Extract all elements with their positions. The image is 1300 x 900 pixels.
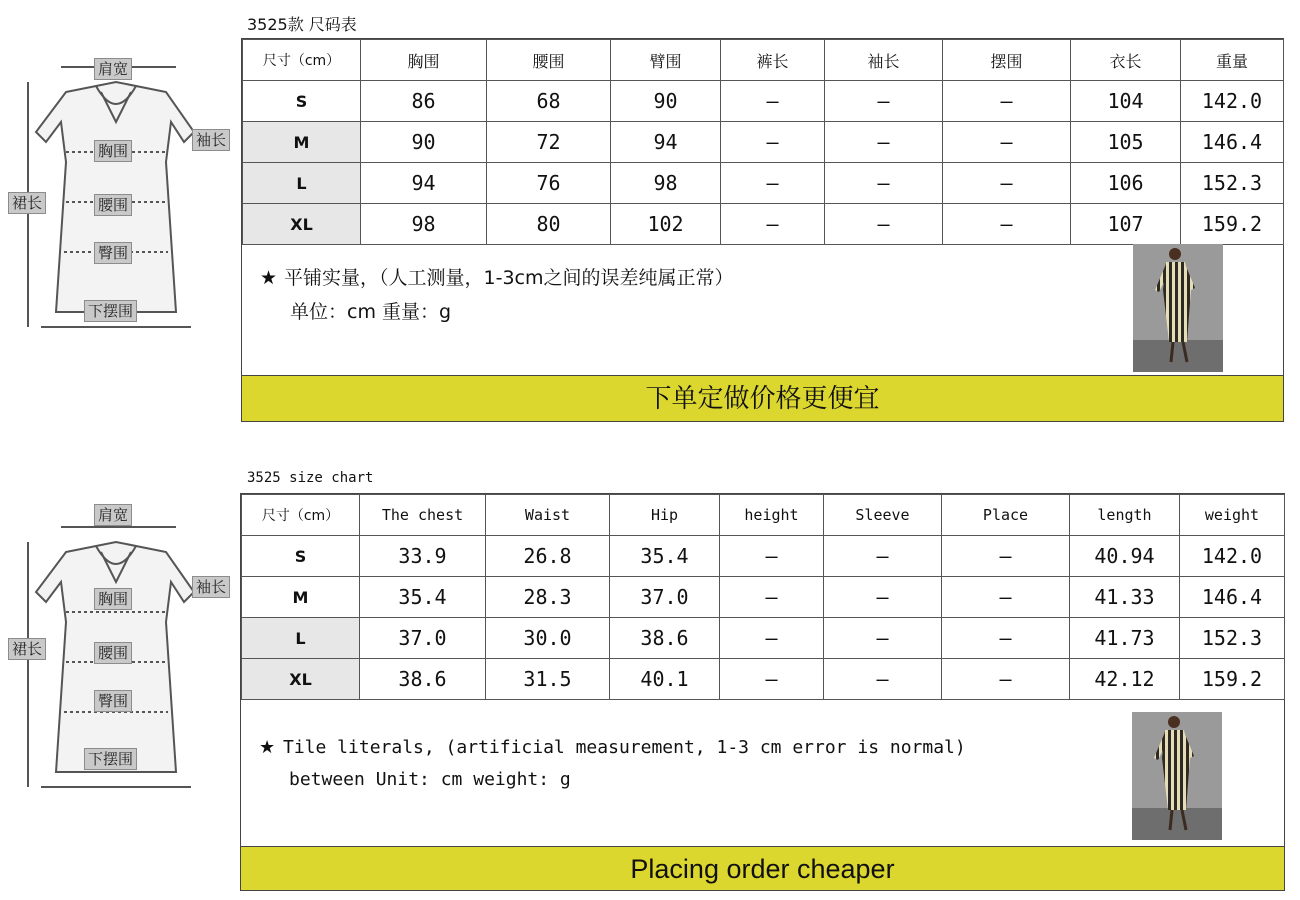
table-cell: 42.12: [1070, 659, 1180, 700]
table-cell: —: [943, 163, 1071, 204]
size-cell: XL: [243, 204, 361, 245]
table-cell: —: [942, 577, 1070, 618]
table-cell: —: [825, 81, 943, 122]
table-cell: 72: [487, 122, 611, 163]
table-row: [242, 577, 1285, 618]
label-hem: 下摆围: [84, 748, 137, 770]
striped-dress-model-image: [1133, 244, 1223, 372]
header-height: height: [720, 495, 824, 536]
label-hem: 下摆围: [84, 300, 137, 322]
table-cell: 41.33: [1070, 577, 1180, 618]
table-cell: 142.0: [1181, 81, 1284, 122]
table-cell: 146.4: [1180, 577, 1285, 618]
table-cell: —: [720, 659, 824, 700]
table-cell: 38.6: [360, 659, 486, 700]
size-cell: L: [242, 618, 360, 659]
header-sleeve: Sleeve: [824, 495, 942, 536]
product-photo: [1133, 244, 1223, 372]
table-cell: —: [721, 204, 825, 245]
table-cell: 152.3: [1180, 618, 1285, 659]
label-shoulder: 肩宽: [94, 58, 132, 80]
size-table: [242, 39, 1284, 245]
label-chest: 胸围: [94, 140, 132, 162]
table-cell: —: [720, 577, 824, 618]
table-cell: —: [824, 577, 942, 618]
table-row: [242, 659, 1285, 700]
label-sleeve: 袖长: [192, 129, 230, 151]
header-place: Place: [942, 495, 1070, 536]
promo-banner: 下单定做价格更便宜: [242, 375, 1283, 421]
label-chest: 胸围: [94, 588, 132, 610]
header-length: 衣长: [1071, 40, 1181, 81]
table-cell: 86: [361, 81, 487, 122]
table-cell: 33.9: [360, 536, 486, 577]
table-cell: 38.6: [610, 618, 720, 659]
table-cell: 107: [1071, 204, 1181, 245]
table-cell: —: [720, 536, 824, 577]
table-row: [243, 81, 1284, 122]
label-waist: 腰围: [94, 642, 132, 664]
header-weight: 重量: [1181, 40, 1284, 81]
table-cell: 104: [1071, 81, 1181, 122]
table-row: [243, 204, 1284, 245]
label-shoulder: 肩宽: [94, 504, 132, 526]
size-cell: S: [243, 81, 361, 122]
size-cell: M: [243, 122, 361, 163]
size-cell: XL: [242, 659, 360, 700]
striped-dress-model-image: [1132, 712, 1222, 840]
header-size: 尺寸（cm）: [243, 40, 361, 81]
table-cell: 105: [1071, 122, 1181, 163]
product-photo: [1132, 712, 1222, 840]
label-sleeve: 袖长: [192, 576, 230, 598]
table-cell: 26.8: [486, 536, 610, 577]
table-cell: 90: [611, 81, 721, 122]
star-icon: ★: [259, 737, 276, 758]
table-cell: —: [721, 163, 825, 204]
header-arm: 臂围: [611, 40, 721, 81]
table-cell: —: [943, 81, 1071, 122]
promo-banner: Placing order cheaper: [241, 846, 1284, 890]
table-cell: 90: [361, 122, 487, 163]
label-skirt-length: 裙长: [8, 638, 46, 660]
note-line-1: Tile literals, (artificial measurement, 1-3 cm error is normal): [283, 737, 966, 758]
chart-title: 3525款 尺码表: [247, 15, 357, 34]
dress-measurement-diagram: [6, 42, 238, 342]
table-cell: 98: [611, 163, 721, 204]
table-row: [242, 618, 1285, 659]
header-chest: The chest: [360, 495, 486, 536]
table-cell: —: [942, 618, 1070, 659]
table-cell: 94: [611, 122, 721, 163]
header-size: 尺寸（cm）: [242, 495, 360, 536]
table-cell: —: [825, 163, 943, 204]
table-cell: 106: [1071, 163, 1181, 204]
table-header-row: [242, 495, 1285, 536]
dress-measurement-diagram: [6, 502, 238, 802]
header-weight: weight: [1180, 495, 1285, 536]
label-waist: 腰围: [94, 194, 132, 216]
table-cell: 159.2: [1181, 204, 1284, 245]
table-cell: —: [721, 122, 825, 163]
header-chest: 胸围: [361, 40, 487, 81]
label-hip: 臀围: [94, 690, 132, 712]
table-cell: 40.1: [610, 659, 720, 700]
note-line-1: 平铺实量，（人工测量，1-3cm之间的误差纯属正常）: [284, 267, 734, 289]
note-line-2: between Unit: cm weight: g: [289, 769, 571, 790]
table-cell: 37.0: [610, 577, 720, 618]
table-cell: 102: [611, 204, 721, 245]
table-cell: 76: [487, 163, 611, 204]
header-hip: Hip: [610, 495, 720, 536]
table-cell: —: [721, 81, 825, 122]
table-header-row: [243, 40, 1284, 81]
table-cell: 159.2: [1180, 659, 1285, 700]
table-cell: 35.4: [610, 536, 720, 577]
label-hip: 臀围: [94, 242, 132, 264]
size-chart-cn: [0, 0, 1300, 440]
size-cell: L: [243, 163, 361, 204]
table-cell: —: [943, 122, 1071, 163]
table-cell: —: [824, 536, 942, 577]
header-waist: 腰围: [487, 40, 611, 81]
table-cell: 98: [361, 204, 487, 245]
header-pants-length: 裤长: [721, 40, 825, 81]
star-icon: ★: [260, 267, 278, 289]
table-cell: 80: [487, 204, 611, 245]
table-cell: 41.73: [1070, 618, 1180, 659]
chart-box: [240, 493, 1285, 891]
table-cell: 37.0: [360, 618, 486, 659]
table-cell: 142.0: [1180, 536, 1285, 577]
table-cell: 152.3: [1181, 163, 1284, 204]
table-row: [242, 536, 1285, 577]
size-cell: M: [242, 577, 360, 618]
header-waist: Waist: [486, 495, 610, 536]
measurement-note: [260, 261, 734, 329]
size-table: [241, 494, 1285, 700]
table-cell: —: [720, 618, 824, 659]
header-hem: 摆围: [943, 40, 1071, 81]
table-cell: —: [942, 536, 1070, 577]
size-cell: S: [242, 536, 360, 577]
size-chart-en: [0, 460, 1300, 900]
table-cell: 40.94: [1070, 536, 1180, 577]
table-row: [243, 122, 1284, 163]
measurement-note: [259, 732, 966, 796]
table-cell: 35.4: [360, 577, 486, 618]
table-cell: 146.4: [1181, 122, 1284, 163]
chart-title: 3525 size chart: [247, 470, 374, 486]
table-cell: —: [824, 618, 942, 659]
table-cell: —: [825, 204, 943, 245]
header-sleeve: 袖长: [825, 40, 943, 81]
table-row: [243, 163, 1284, 204]
table-cell: 31.5: [486, 659, 610, 700]
table-cell: 68: [487, 81, 611, 122]
note-line-2: 单位：cm 重量：g: [290, 301, 452, 323]
table-cell: 94: [361, 163, 487, 204]
table-cell: 28.3: [486, 577, 610, 618]
table-cell: —: [943, 204, 1071, 245]
table-cell: —: [824, 659, 942, 700]
table-cell: 30.0: [486, 618, 610, 659]
table-cell: —: [825, 122, 943, 163]
label-skirt-length: 裙长: [8, 192, 46, 214]
chart-box: [241, 38, 1284, 422]
table-cell: —: [942, 659, 1070, 700]
header-length: length: [1070, 495, 1180, 536]
